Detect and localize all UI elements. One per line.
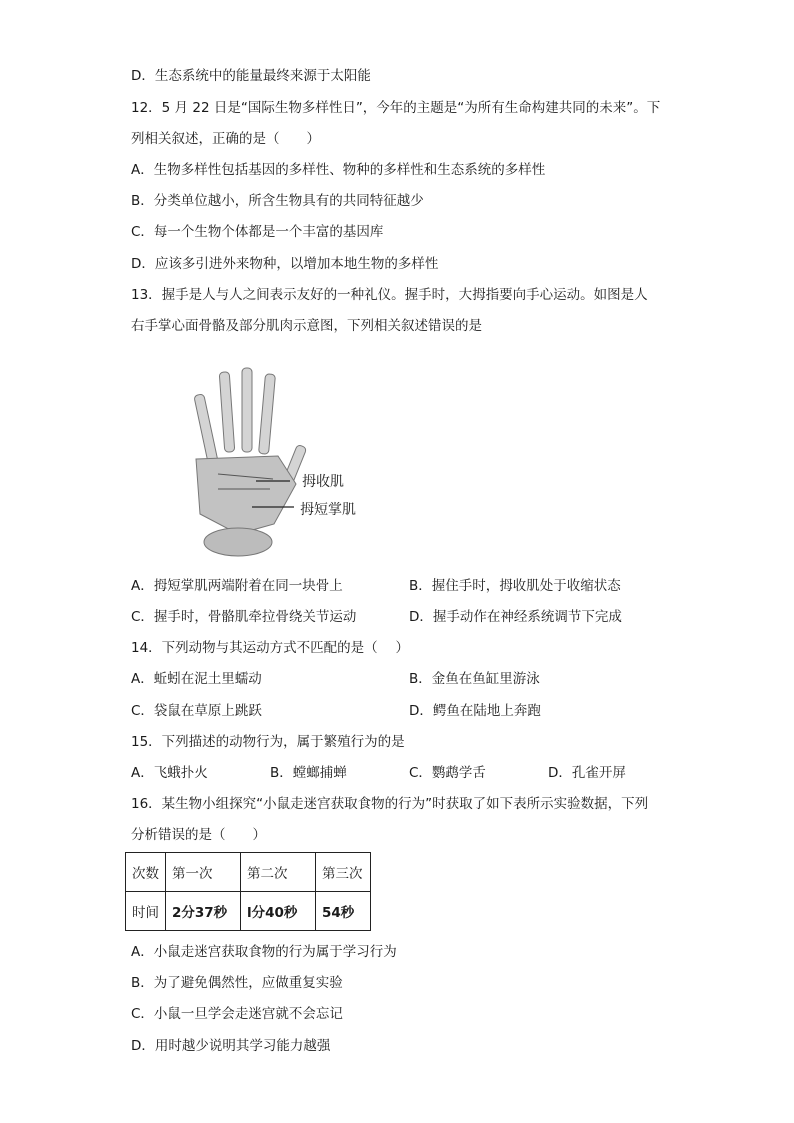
q11-option-d: D．生态系统中的能量最终来源于太阳能 — [131, 68, 371, 84]
maze-data-table — [125, 852, 371, 931]
finger-bone-3 — [242, 368, 252, 452]
q16-option-b: B．为了避免偶然性，应做重复实验 — [131, 975, 343, 991]
q13-stem-line1: 13．握手是人与人之间表示友好的一种礼仪。握手时，大拇指要向手心运动。如图是人 — [131, 287, 648, 303]
table-cell: 第三次 — [316, 853, 371, 892]
q14-option-c: C．袋鼠在草原上跳跃 — [131, 703, 262, 719]
table-header-row — [126, 853, 371, 892]
q13-option-a: A．拇短掌肌两端附着在同一块骨上 — [131, 578, 343, 594]
q14-option-a: A．蚯蚓在泥土里蠕动 — [131, 671, 262, 687]
q12-option-b: B．分类单位越小，所含生物具有的共同特征越少 — [131, 193, 424, 209]
table-cell: 时间 — [126, 892, 166, 931]
q16-option-c: C．小鼠一旦学会走迷宫就不会忘记 — [131, 1006, 343, 1022]
wrist-bones — [204, 528, 272, 556]
label-adductor-pollicis: 拇收肌 — [302, 474, 344, 490]
q15-stem: 15．下列描述的动物行为，属于繁殖行为的是 — [131, 734, 405, 750]
table-row — [126, 892, 371, 931]
q12-option-a: A．生物多样性包括基因的多样性、物种的多样性和生态系统的多样性 — [131, 162, 546, 178]
palm — [196, 456, 296, 534]
q15-option-b: B．螳螂捕蝉 — [270, 765, 347, 781]
finger-bone-1 — [194, 394, 218, 465]
table-cell: 2分37秒 — [166, 892, 241, 931]
q13-option-b: B．握住手时，拇收肌处于收缩状态 — [409, 578, 621, 594]
q16-option-d: D．用时越少说明其学习能力越强 — [131, 1038, 331, 1054]
q15-option-c: C．鹦鹉学舌 — [409, 765, 486, 781]
table-cell: 第二次 — [241, 853, 316, 892]
q16-option-a: A．小鼠走迷宫获取食物的行为属于学习行为 — [131, 944, 397, 960]
q12-option-d: D．应该多引进外来物种，以增加本地生物的多样性 — [131, 256, 439, 272]
finger-bone-2 — [219, 372, 235, 453]
q15-option-d: D．孔雀开屏 — [548, 765, 626, 781]
table-cell: 次数 — [126, 853, 166, 892]
hand-skeleton-figure — [178, 364, 378, 564]
q16-stem-line1: 16．某生物小组探究“小鼠走迷宫获取食物的行为”时获取了如下表所示实验数据，下列 — [131, 796, 649, 812]
q15-option-a: A．飞蛾扑火 — [131, 765, 208, 781]
q12-option-c: C．每一个生物个体都是一个丰富的基因库 — [131, 224, 384, 240]
table-cell: 54秒 — [316, 892, 371, 931]
q14-option-b: B．金鱼在鱼缸里游泳 — [409, 671, 540, 687]
q13-option-c: C．握手时，骨骼肌牵拉骨绕关节运动 — [131, 609, 357, 625]
q16-stem-line2: 分析错误的是（ ） — [131, 827, 266, 843]
q14-stem: 14．下列动物与其运动方式不匹配的是（ ） — [131, 640, 409, 656]
table-cell: 第一次 — [166, 853, 241, 892]
q12-stem-full — [131, 1090, 132, 1091]
q13-option-d: D．握手动作在神经系统调节下完成 — [409, 609, 622, 625]
label-abductor-pollicis-brevis: 拇短掌肌 — [300, 502, 356, 518]
finger-bone-4 — [259, 374, 276, 455]
q12-stem-line1: 12．5 月 22 日是“国际生物多样性日”，今年的主题是“为所有生命构建共同的未来”。下 — [131, 100, 661, 116]
q14-option-d: D．鳄鱼在陆地上奔跑 — [409, 703, 541, 719]
table-cell: l分40秒 — [241, 892, 316, 931]
q12-stem-line2: 列相关叙述，正确的是（ ） — [131, 131, 320, 147]
q13-stem-line2: 右手掌心面骨骼及部分肌肉示意图，下列相关叙述错误的是 — [131, 318, 482, 334]
